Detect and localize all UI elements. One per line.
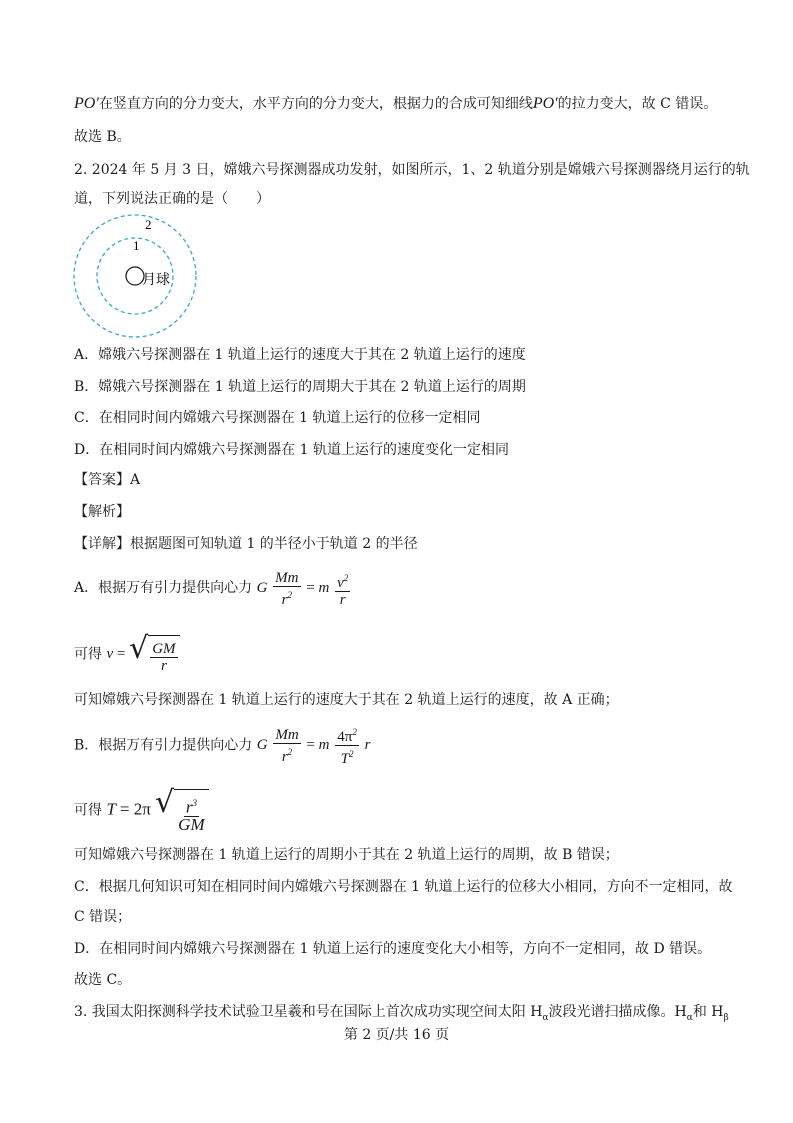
answer-value: A (130, 472, 141, 488)
a-formula-line: A．根据万有引力提供向心力 G $\frac{Mm}{r^2}$ = m $\frac{v^2}{r}$ (74, 568, 352, 608)
text-line-1: PO′在竖直方向的分力变大，水平方向的分力变大，根据力的合成可知细线PO′的拉力变大，故 C 错误。 (74, 95, 718, 112)
text-line-2: 故选 B。 (74, 129, 131, 145)
answer-line (74, 470, 140, 490)
d-line: D．在相同时间内嫦娥六号探测器在 1 轨道上运行的速度变化大小相等，方向不一定相同，故 D 错误。 (74, 941, 712, 957)
detail-tag: 【详解】 (74, 536, 130, 552)
symbol-po-2: PO′ (532, 95, 558, 112)
a-result-line: 可得 v = √ $\frac{GM}{r}$ (74, 632, 180, 677)
question-2-line-2: 道，下列说法正确的是（ ） (74, 191, 270, 207)
question-3-line: 3. 我国太阳探测科学技术试验卫星羲和号在国际上首次成功实现空间太阳 $H_\alpha$波段光谱扫描成像。$H_\alpha$和 $H_\beta$ (74, 1004, 729, 1023)
selection-line: 故选 C。 (74, 972, 132, 988)
orbit-1-label: 1 (133, 238, 140, 253)
b-result-formula: T = 2π √ $\frac{r^3}{GM}$ (106, 786, 208, 835)
orbit-2-label: 2 (145, 217, 152, 232)
question-2-line-1: 2. 2024 年 5 月 3 日，嫦娥六号探测器成功发射，如图所示，1、2 轨道分别是嫦娥六号探测器绕月运行的轨 (74, 162, 750, 178)
a-conclusion: 可知嫦娥六号探测器在 1 轨道上运行的速度大于其在 2 轨道上运行的速度，故 A 正确； (74, 692, 619, 708)
symbol-po: PO′ (74, 95, 99, 112)
option-d: D．在相同时间内嫦娥六号探测器在 1 轨道上运行的速度变化一定相同 (74, 442, 510, 458)
orbit-diagram (70, 212, 200, 342)
c-line-1: C．根据几何知识可知在相同时间内嫦娥六号探测器在 1 轨道上运行的位移大小相同，方向不一定相同，故 (74, 879, 733, 895)
option-b: B．嫦娥六号探测器在 1 轨道上运行的周期大于其在 2 轨道上运行的周期 (74, 379, 526, 395)
page-footer: 第 2 页/共 16 页 (343, 1027, 450, 1043)
b-formula: G $\frac{Mm}{r^2}$ = m $\frac{4\pi^2}{T^2}$ r (257, 724, 371, 767)
a-result-formula: v = √ $\frac{GM}{r}$ (106, 632, 179, 677)
b-result-line: 可得 T = 2π √ $\frac{r^3}{GM}$ (74, 786, 209, 835)
option-c: C．在相同时间内嫦娥六号探测器在 1 轨道上运行的位移一定相同 (74, 410, 481, 426)
option-a: A．嫦娥六号探测器在 1 轨道上运行的速度大于其在 2 轨道上运行的速度 (74, 347, 526, 363)
b-conclusion: 可知嫦娥六号探测器在 1 轨道上运行的周期小于其在 2 轨道上运行的周期，故 B 错误； (74, 847, 619, 863)
a-formula: G $\frac{Mm}{r^2}$ = m $\frac{v^2}{r}$ (256, 569, 349, 608)
c-line-2: C 错误； (74, 909, 132, 925)
analysis-tag: 【解析】 (74, 504, 130, 520)
moon-label: 月球 (142, 272, 170, 288)
b-formula-line: B．根据万有引力提供向心力 G $\frac{Mm}{r^2}$ = m $\frac{4\pi^2}{T^2}$ r (74, 724, 370, 767)
answer-tag: 【答案】 (74, 472, 130, 488)
detail-line: 【详解】根据题图可知轨道 1 的半径小于轨道 2 的半径 (74, 536, 418, 552)
